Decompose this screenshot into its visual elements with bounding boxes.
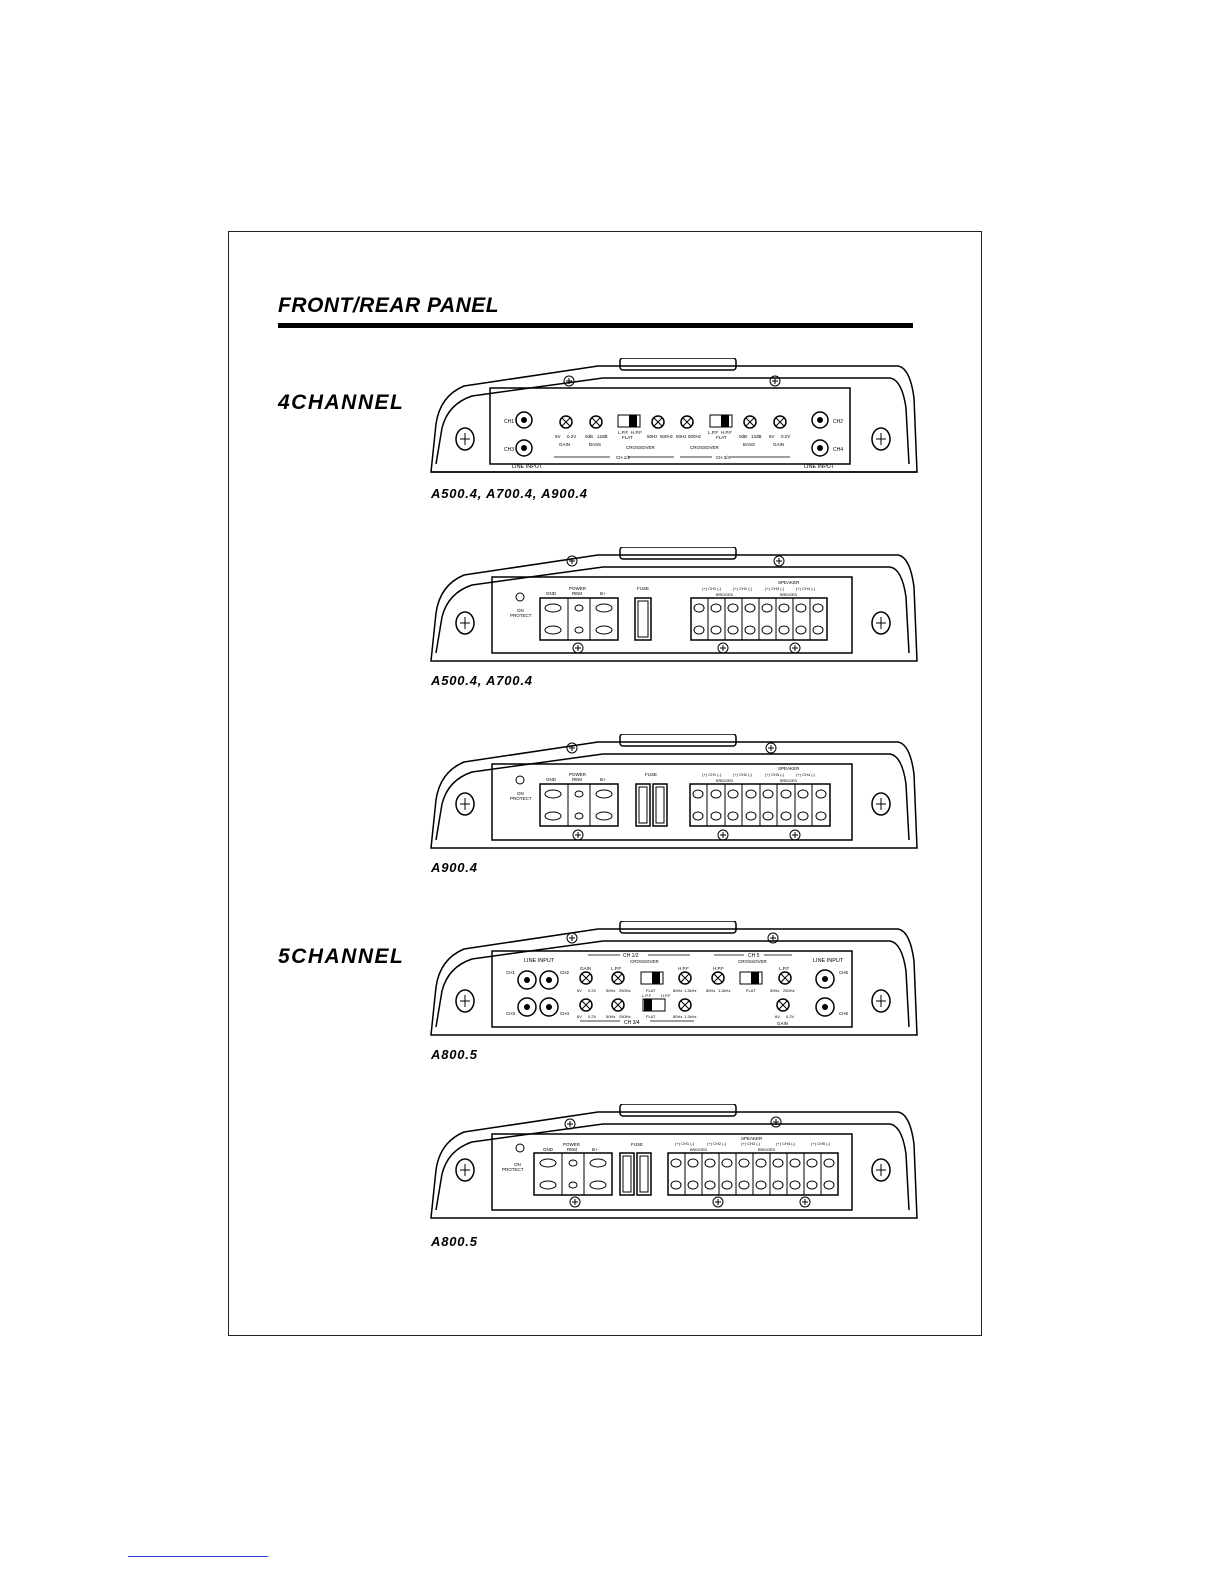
speaker-terminal-block[interactable]	[691, 598, 827, 640]
amp-panel-4ch-rear-a	[428, 547, 918, 665]
protect-led-icon	[516, 1144, 524, 1152]
rca-jack-icon	[518, 971, 536, 989]
svg-text:ON: ON	[517, 608, 524, 613]
lpf-knob-ch34[interactable]	[612, 999, 624, 1011]
svg-text:(+) CH3 (-): (+) CH3 (-)	[741, 1141, 761, 1146]
svg-text:(+) CH2 (-): (+) CH2 (-)	[733, 772, 753, 777]
amp-panel-5ch-rear	[428, 1104, 918, 1222]
svg-text:FLAT: FLAT	[716, 435, 727, 440]
mount-hole-left	[456, 612, 474, 634]
svg-text:CROSSOVER: CROSSOVER	[626, 445, 655, 450]
speaker-terminal-block[interactable]	[690, 784, 830, 826]
protect-led-icon	[516, 593, 524, 601]
power-terminal-block[interactable]	[534, 1153, 612, 1195]
screw-icon	[567, 743, 577, 753]
svg-text:1.2kHz: 1.2kHz	[684, 1014, 697, 1019]
svg-text:6V: 6V	[577, 1014, 582, 1019]
bass-knob-ch12[interactable]	[590, 416, 602, 428]
screw-icon	[766, 743, 776, 753]
svg-text:POWER: POWER	[563, 1142, 581, 1147]
svg-text:GND: GND	[543, 1147, 553, 1152]
footer-link-underline	[128, 1556, 268, 1557]
svg-text:0.2V: 0.2V	[786, 1014, 795, 1019]
svg-text:FLAT: FLAT	[646, 1014, 656, 1019]
svg-text:ON: ON	[514, 1162, 521, 1167]
svg-text:80Hz: 80Hz	[673, 988, 683, 993]
svg-text:0.2V: 0.2V	[588, 1014, 597, 1019]
gain-knob-ch34[interactable]	[774, 416, 786, 428]
svg-text:50Hz: 50Hz	[676, 434, 687, 439]
amp-panel-5ch-front	[428, 921, 918, 1039]
svg-text:CH 3/4: CH 3/4	[624, 1020, 640, 1026]
svg-text:BRIDGED: BRIDGED	[690, 1148, 708, 1152]
svg-text:PROTECT: PROTECT	[502, 1167, 524, 1172]
svg-text:REM: REM	[567, 1147, 577, 1152]
svg-text:(+) CH1 (-): (+) CH1 (-)	[702, 586, 722, 591]
svg-text:FUSE: FUSE	[631, 1142, 644, 1147]
svg-text:L.P.F: L.P.F	[611, 966, 622, 971]
crossover-knob-ch34[interactable]	[681, 416, 693, 428]
screw-icon	[790, 643, 800, 653]
svg-text:6V: 6V	[775, 1014, 780, 1019]
crossover-switch-ch12[interactable]	[618, 415, 640, 427]
svg-text:REM: REM	[572, 777, 582, 782]
mount-hole-right	[872, 612, 890, 634]
svg-text:ON: ON	[517, 791, 524, 796]
svg-text:12dB: 12dB	[597, 434, 608, 439]
lpf-knob-ch5[interactable]	[779, 972, 791, 984]
fuse-holder[interactable]	[635, 598, 651, 640]
svg-text:80Hz: 80Hz	[673, 1014, 683, 1019]
svg-text:0.2V: 0.2V	[588, 988, 597, 993]
title-rule	[278, 323, 913, 328]
svg-text:H.P.F: H.P.F	[713, 966, 724, 971]
svg-text:(+) CH2 (-): (+) CH2 (-)	[707, 1141, 727, 1146]
svg-text:(+) CH4 (-): (+) CH4 (-)	[776, 1141, 796, 1146]
gain-knob-ch34[interactable]	[580, 999, 592, 1011]
svg-text:6V: 6V	[555, 434, 561, 439]
svg-text:CH 3/4: CH 3/4	[716, 455, 731, 460]
svg-text:BRIDGED: BRIDGED	[780, 779, 798, 783]
svg-text:CH2: CH2	[833, 419, 844, 425]
screw-icon	[567, 556, 577, 566]
svg-text:CH3: CH3	[506, 1011, 516, 1016]
svg-text:CH2: CH2	[560, 970, 570, 975]
svg-text:REM: REM	[572, 591, 582, 596]
svg-text:1.2kHz: 1.2kHz	[684, 988, 697, 993]
screw-icon	[800, 1197, 810, 1207]
svg-text:FLAT: FLAT	[622, 435, 633, 440]
svg-text:LINE INPUT: LINE INPUT	[813, 958, 844, 964]
svg-text:(+) CH3 (-): (+) CH3 (-)	[765, 586, 785, 591]
bass-knob-ch34[interactable]	[744, 416, 756, 428]
svg-text:0.2V: 0.2V	[567, 434, 577, 439]
screw-icon	[718, 643, 728, 653]
svg-text:FLAT: FLAT	[746, 988, 756, 993]
svg-text:(+) CH4 (-): (+) CH4 (-)	[796, 772, 816, 777]
rca-jack-icon	[816, 998, 834, 1016]
svg-text:GAIN: GAIN	[773, 442, 785, 447]
hpf-knob-ch5[interactable]	[712, 972, 724, 984]
panel-caption: A800.5	[431, 1234, 478, 1249]
amp-panel-4ch-rear-b	[428, 734, 918, 852]
screw-icon	[573, 830, 583, 840]
rca-jack-icon	[540, 971, 558, 989]
screw-icon	[564, 376, 574, 386]
mount-hole-right	[872, 990, 890, 1012]
svg-text:L.P.F: L.P.F	[779, 966, 790, 971]
mount-hole-left	[456, 990, 474, 1012]
svg-text:GAIN: GAIN	[580, 966, 592, 971]
svg-text:LINE INPUT: LINE INPUT	[512, 464, 543, 470]
rca-jack-icon	[812, 440, 828, 456]
mount-hole-left	[456, 1159, 474, 1181]
svg-text:LINE INPUT: LINE INPUT	[804, 464, 835, 470]
rca-jack-icon	[540, 998, 558, 1016]
svg-text:CROSSOVER: CROSSOVER	[738, 959, 767, 964]
screw-icon	[774, 556, 784, 566]
panel-caption: A800.5	[431, 1047, 478, 1062]
svg-text:L.P.F: L.P.F	[618, 430, 629, 435]
fuse-holder[interactable]	[653, 784, 667, 826]
svg-text:(+) CH5 (-): (+) CH5 (-)	[811, 1141, 831, 1146]
power-terminal-block[interactable]	[540, 784, 618, 826]
svg-text:SPEAKER: SPEAKER	[778, 766, 800, 771]
svg-text:POWER: POWER	[569, 772, 587, 777]
svg-text:PROTECT: PROTECT	[510, 613, 532, 618]
panel-caption: A900.4	[431, 860, 478, 875]
gain-knob-ch5[interactable]	[777, 999, 789, 1011]
svg-text:CH 1/2: CH 1/2	[616, 455, 631, 460]
rca-jack-icon	[516, 440, 532, 456]
svg-text:(+) CH1 (-): (+) CH1 (-)	[675, 1141, 695, 1146]
rca-jack-icon	[816, 970, 834, 988]
svg-text:CH5: CH5	[839, 1011, 849, 1016]
panel-caption: A500.4, A700.4, A900.4	[431, 486, 588, 501]
screw-icon	[565, 1119, 575, 1129]
svg-text:BRIDGED: BRIDGED	[716, 779, 734, 783]
svg-text:CROSSOVER: CROSSOVER	[690, 445, 719, 450]
svg-text:BRIDGED: BRIDGED	[716, 593, 734, 597]
svg-text:FUSE: FUSE	[637, 586, 650, 591]
svg-text:0.2V: 0.2V	[781, 434, 791, 439]
speaker-terminal-block[interactable]	[668, 1153, 838, 1195]
svg-text:CH3: CH3	[504, 447, 515, 453]
gain-knob-ch12[interactable]	[560, 416, 572, 428]
mount-hole-left	[456, 793, 474, 815]
svg-text:SPEAKER: SPEAKER	[741, 1136, 763, 1141]
svg-text:0dB: 0dB	[739, 434, 748, 439]
section-label-5channel: 5CHANNEL	[278, 945, 405, 968]
svg-text:500Hz: 500Hz	[688, 434, 702, 439]
svg-text:L.P.F: L.P.F	[708, 430, 719, 435]
crossover-switch-ch12[interactable]	[641, 972, 663, 984]
crossover-switch-ch34[interactable]	[710, 415, 732, 427]
svg-text:GAIN: GAIN	[777, 1021, 789, 1026]
screw-icon	[573, 643, 583, 653]
svg-text:CH1: CH1	[504, 419, 515, 425]
fuse-holder[interactable]	[637, 1153, 651, 1195]
svg-text:BASS: BASS	[743, 442, 756, 447]
screw-icon	[771, 1117, 781, 1127]
svg-text:B+: B+	[600, 591, 606, 596]
svg-text:(+) CH4 (-): (+) CH4 (-)	[796, 586, 816, 591]
svg-text:L.P.F: L.P.F	[642, 993, 652, 998]
svg-text:CH1: CH1	[506, 970, 516, 975]
svg-text:POWER: POWER	[569, 586, 587, 591]
rca-jack-icon	[518, 998, 536, 1016]
svg-text:6V: 6V	[577, 988, 582, 993]
hpf-knob-ch34[interactable]	[679, 999, 691, 1011]
svg-text:PROTECT: PROTECT	[510, 796, 532, 801]
fuse-holder[interactable]	[620, 1153, 634, 1195]
mount-hole-right	[872, 1159, 890, 1181]
screw-icon	[570, 1197, 580, 1207]
svg-text:250Hz: 250Hz	[783, 988, 795, 993]
svg-text:50Hz: 50Hz	[606, 1014, 616, 1019]
svg-text:H.P.F: H.P.F	[631, 430, 642, 435]
svg-text:(+) CH2 (-): (+) CH2 (-)	[733, 586, 753, 591]
svg-text:B+: B+	[592, 1147, 598, 1152]
crossover-switch-ch34[interactable]	[643, 999, 665, 1011]
svg-text:6V: 6V	[769, 434, 775, 439]
svg-text:1.2kHz: 1.2kHz	[718, 988, 731, 993]
mount-hole-right	[872, 428, 890, 450]
svg-text:BRIDGED: BRIDGED	[758, 1148, 776, 1152]
page-title: FRONT/REAR PANEL	[278, 294, 500, 317]
svg-text:50Hz: 50Hz	[606, 988, 616, 993]
screw-icon	[713, 1197, 723, 1207]
svg-text:H.P.F: H.P.F	[678, 966, 689, 971]
svg-text:500Hz: 500Hz	[660, 434, 674, 439]
svg-text:CH5: CH5	[839, 970, 849, 975]
crossover-switch-ch5[interactable]	[740, 972, 762, 984]
svg-text:GND: GND	[546, 591, 556, 596]
rca-jack-icon	[812, 412, 828, 428]
svg-text:50Hz: 50Hz	[770, 988, 780, 993]
screw-icon	[790, 830, 800, 840]
svg-text:B+: B+	[600, 777, 606, 782]
crossover-knob-ch12[interactable]	[652, 416, 664, 428]
panel-caption: A500.4, A700.4	[431, 673, 533, 688]
amp-panel-4ch-front	[428, 358, 918, 476]
svg-text:CH 1/2: CH 1/2	[623, 953, 639, 959]
svg-text:GAIN: GAIN	[559, 442, 571, 447]
lpf-knob-ch12[interactable]	[612, 972, 624, 984]
gain-knob-ch12[interactable]	[580, 972, 592, 984]
svg-text:BRIDGED: BRIDGED	[780, 593, 798, 597]
svg-text:CROSSOVER: CROSSOVER	[630, 959, 659, 964]
protect-led-icon	[516, 776, 524, 784]
svg-text:(+) CH3 (-): (+) CH3 (-)	[765, 772, 785, 777]
svg-text:CH4: CH4	[833, 447, 844, 453]
svg-text:0dB: 0dB	[585, 434, 594, 439]
fuse-holder[interactable]	[636, 784, 650, 826]
svg-text:FLAT: FLAT	[646, 988, 656, 993]
screw-icon	[567, 933, 577, 943]
svg-text:FUSE: FUSE	[645, 772, 658, 777]
svg-text:80Hz: 80Hz	[706, 988, 716, 993]
svg-text:SPEAKER: SPEAKER	[778, 580, 800, 585]
svg-text:50Hz: 50Hz	[647, 434, 658, 439]
svg-text:GND: GND	[546, 777, 556, 782]
power-terminal-block[interactable]	[540, 598, 618, 640]
screw-icon	[718, 830, 728, 840]
svg-text:CH4: CH4	[560, 1011, 570, 1016]
svg-text:(+) CH1 (-): (+) CH1 (-)	[702, 772, 722, 777]
svg-text:250Hz: 250Hz	[619, 988, 631, 993]
svg-text:H.P.F: H.P.F	[721, 430, 732, 435]
mount-hole-right	[872, 793, 890, 815]
section-label-4channel: 4CHANNEL	[278, 391, 405, 414]
svg-text:CH 5: CH 5	[748, 953, 760, 959]
hpf-knob-ch12[interactable]	[679, 972, 691, 984]
svg-text:LINE INPUT: LINE INPUT	[524, 958, 555, 964]
svg-text:12dB: 12dB	[751, 434, 762, 439]
mount-hole-left	[456, 428, 474, 450]
svg-text:H.P.F: H.P.F	[661, 993, 671, 998]
rca-jack-icon	[516, 412, 532, 428]
svg-text:250Hz: 250Hz	[619, 1014, 631, 1019]
svg-text:BASS: BASS	[589, 442, 602, 447]
